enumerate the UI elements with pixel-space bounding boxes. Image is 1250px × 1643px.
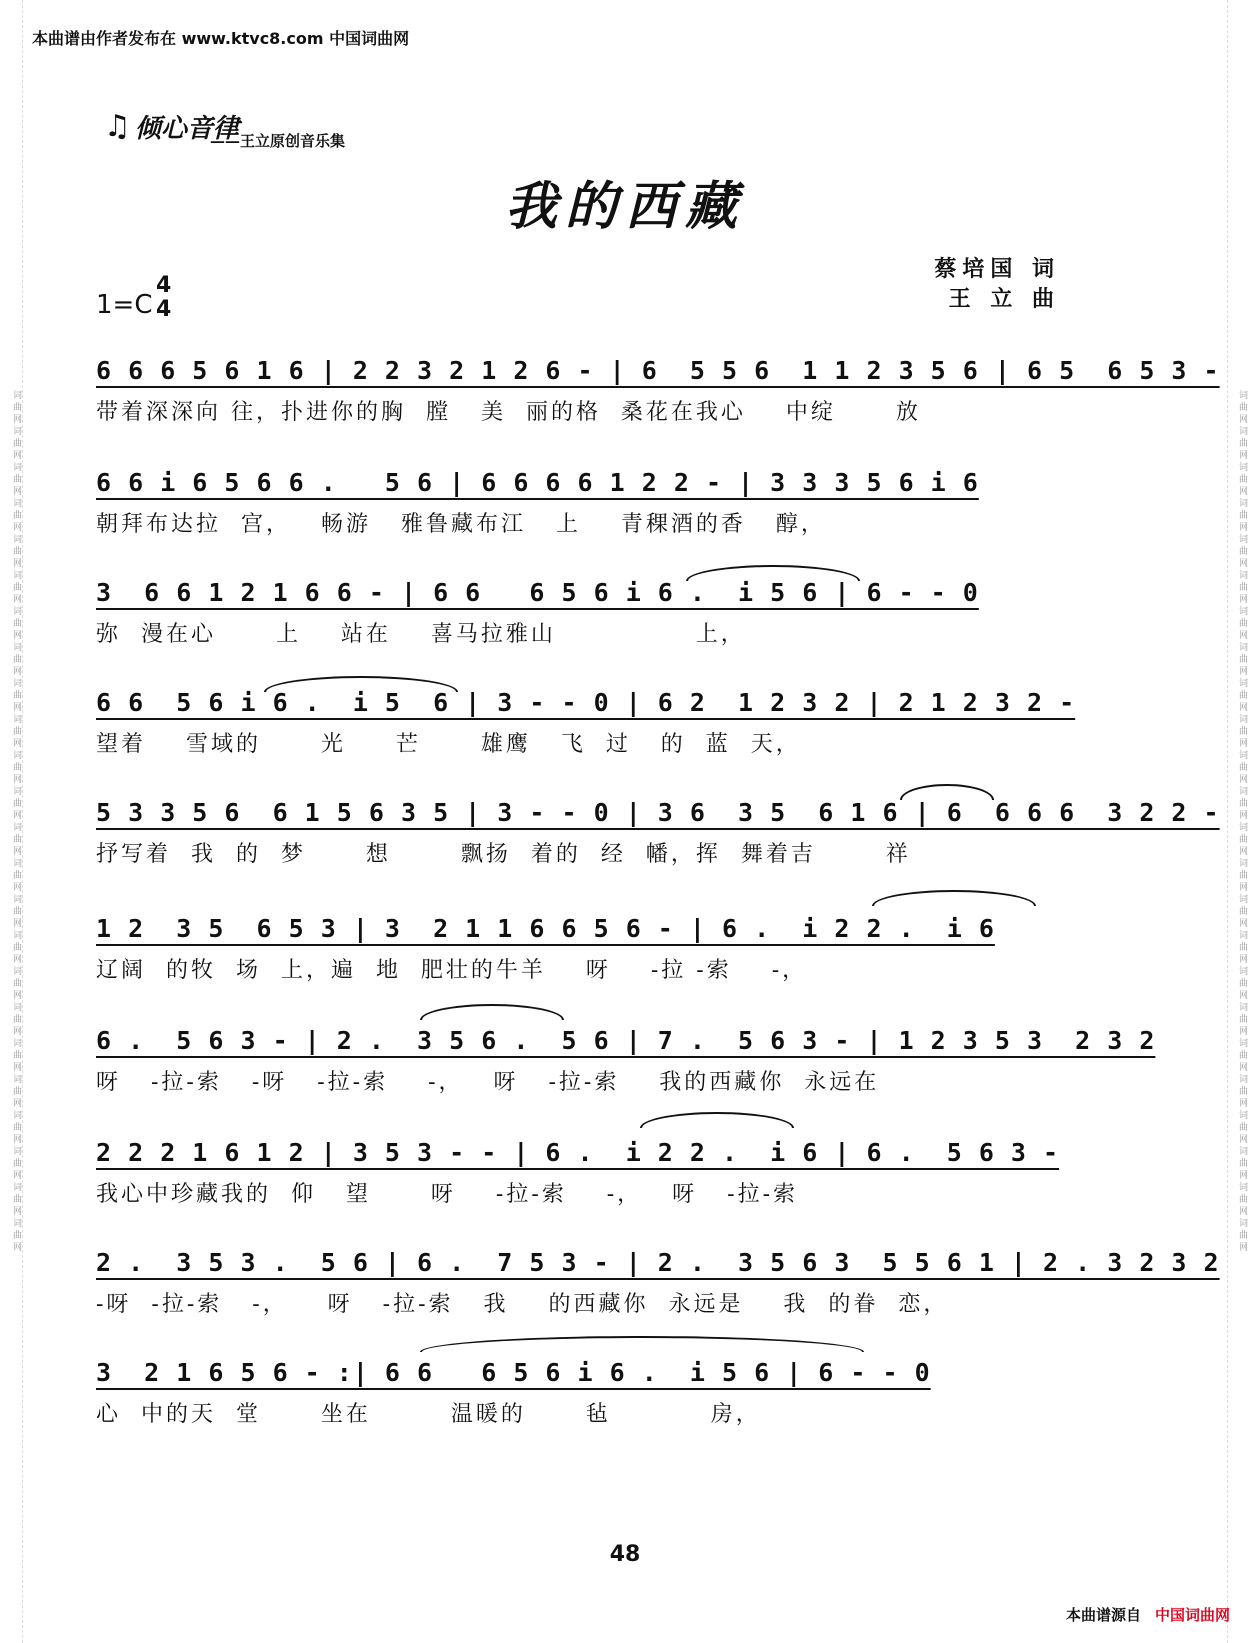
- slur: [686, 565, 860, 581]
- slur: [264, 676, 458, 692]
- score-row-10: [96, 1358, 1116, 1428]
- song-title: 我的西藏: [504, 176, 745, 237]
- slur: [640, 1112, 794, 1128]
- notation-line: 1 2 3 5 6 5 3 | 3 2 1 1 6 6 5 6 - | 6 . i 2 2 . i 6: [96, 914, 995, 943]
- lyrics-line: 望着 雪域的 光 芒 雄鹰 飞 过 的 蓝 天，: [96, 732, 801, 757]
- score-row-1: [96, 356, 1220, 426]
- footer-label: 本曲谱源自: [1065, 1606, 1141, 1624]
- score-row-7: [96, 1026, 1156, 1096]
- time-signature: [156, 274, 171, 322]
- footer-brand-link[interactable]: 中国词曲网: [1154, 1606, 1230, 1624]
- notation-line: 6 . 5 6 3 - | 2 . 3 5 6 . 5 6 | 7 . 5 6 3 - | 1 2 3 5 3 2 3 2: [96, 1026, 1156, 1055]
- music-note-icon: ♫: [104, 109, 131, 144]
- slur: [420, 1336, 864, 1352]
- notation-line: 3 6 6 1 2 1 6 6 - | 6 6 6 5 6 i 6 . i 5 6 | 6 - - 0: [96, 578, 979, 607]
- composer-credit: 王 立 曲: [948, 286, 1060, 312]
- lyrics-line: 辽阔 的牧 场 上，遍 地 肥壮的牛羊 呀 -拉 -索 -，: [96, 958, 808, 983]
- notation-line: 6 6 6 5 6 1 6 | 2 2 3 2 1 2 6 - | 6 5 5 6 1 1 2 3 5 6 | 6 5 6 5 3 -: [96, 356, 1220, 385]
- lyrics-line: 呀 -拉-索 -呀 -拉-索 -， 呀 -拉-索 我的西藏你 永远在: [96, 1070, 880, 1095]
- footer-source: [1066, 1604, 1230, 1625]
- notation-line: 6 6 i 6 5 6 6 . 5 6 | 6 6 6 6 1 2 2 - | 3 3 3 5 6 i 6: [96, 468, 979, 497]
- slur: [420, 1004, 564, 1020]
- lyrics-line: 弥 漫在心 上 站在 喜马拉雅山 上，: [96, 622, 746, 647]
- score-row-5: [96, 798, 1220, 868]
- lyrics-line: 我心中珍藏我的 仰 望 呀 -拉-索 -， 呀 -拉-索: [96, 1182, 798, 1207]
- lyrics-line: 朝拜布达拉 宫， 畅游 雅鲁藏布江 上 青稞酒的香 醇，: [96, 512, 826, 537]
- slur: [872, 890, 1036, 906]
- album-series: ——王立原创音乐集: [210, 132, 346, 150]
- left-watermark-strip: 词曲网词曲网词曲网词曲网词曲网词曲网词曲网词曲网词曲网词曲网词曲网词曲网词曲网词曲网词曲网词曲网词曲网词曲网词曲网词曲网词曲网词曲网词曲网词曲网: [2, 0, 23, 1643]
- lyrics-line: -呀 -拉-索 -， 呀 -拉-索 我 的西藏你 永远是 我 的眷 恋，: [96, 1292, 949, 1317]
- album-name: 倾心音律: [134, 114, 239, 144]
- lyricist-credit: 蔡培国 词: [934, 256, 1060, 282]
- lyrics-line: 心 中的天 堂 坐在 温暖的 毡 房，: [96, 1402, 761, 1427]
- lyrics-line: 抒写着 我 的 梦 想 飘扬 着的 经 幡，挥 舞着吉 祥: [96, 842, 911, 867]
- score-row-2: [96, 468, 1116, 538]
- page-number: 48: [609, 1542, 641, 1567]
- notation-line: 6 6 5 6 i 6 . i 5 6 | 3 - - 0 | 6 2 1 2 3 2 | 2 1 2 3 2 -: [96, 688, 1076, 717]
- slur: [900, 784, 994, 800]
- notation-line: 2 2 2 1 6 1 2 | 3 5 3 - - | 6 . i 2 2 . i 6 | 6 . 5 6 3 -: [96, 1138, 1060, 1167]
- time-signature-top: 4: [156, 273, 172, 298]
- notation-line: 5 3 3 5 6 6 1 5 6 3 5 | 3 - - 0 | 3 6 3 5 6 1 6 | 6 6 6 6 3 2 2 -: [96, 798, 1220, 827]
- right-watermark-strip: 词曲网词曲网词曲网词曲网词曲网词曲网词曲网词曲网词曲网词曲网词曲网词曲网词曲网词曲网词曲网词曲网词曲网词曲网词曲网词曲网词曲网词曲网词曲网词曲网: [1227, 0, 1248, 1643]
- score-row-4: [96, 688, 1116, 758]
- notation-line: 3 2 1 6 5 6 - :| 6 6 6 5 6 i 6 . i 5 6 | 6 - - 0: [96, 1358, 931, 1387]
- score-row-6: [96, 914, 1116, 984]
- source-notice: 本曲谱由作者发布在 www.ktvc8.com 中国词曲网: [32, 29, 410, 48]
- key-signature: 1=C: [96, 290, 153, 320]
- score-row-9: [96, 1248, 1220, 1318]
- score-row-3: [96, 578, 1116, 648]
- score-row-8: [96, 1138, 1116, 1208]
- lyrics-line: 带着深深向 往，扑进你的胸 膛 美 丽的格 桑花在我心 中绽 放: [96, 400, 921, 425]
- notation-line: 2 . 3 5 3 . 5 6 | 6 . 7 5 3 - | 2 . 3 5 6 3 5 5 6 1 | 2 . 3 2 3 2: [96, 1248, 1220, 1277]
- time-signature-bottom: 4: [156, 297, 172, 322]
